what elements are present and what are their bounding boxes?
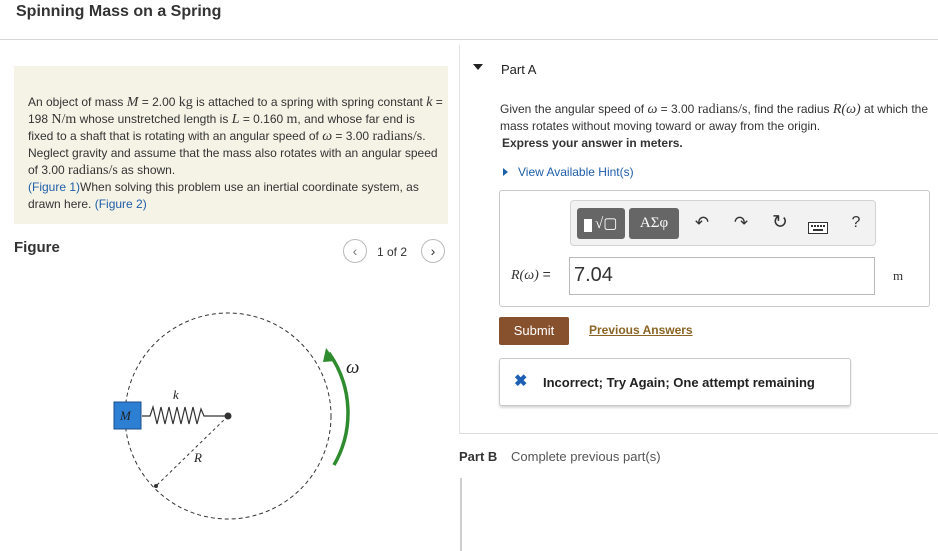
problem-statement-panel	[14, 66, 448, 224]
spring-constant-unit: N/m	[51, 112, 77, 127]
radius-line	[156, 416, 228, 486]
previous-answers-link[interactable]: Previous Answers	[589, 323, 693, 337]
problem-text-part: as shown.	[117, 163, 176, 177]
collapse-triangle-icon[interactable]	[473, 64, 483, 70]
previous-figure-button[interactable]	[343, 239, 367, 263]
angular-speed-unit: radians/s	[68, 163, 118, 178]
spinning-mass-figure	[100, 305, 380, 525]
question-text-part: , find the radius	[747, 102, 833, 116]
figure-heading: Figure	[14, 239, 60, 256]
part-a-title[interactable]: Part A	[501, 62, 537, 77]
shaft-pivot	[225, 413, 232, 420]
problem-text-part: is attached to a spring with spring constant	[192, 95, 427, 109]
mass-label: M	[120, 408, 131, 423]
undo-icon[interactable]: ↶	[694, 213, 710, 232]
feedback-message: Incorrect; Try Again; One attempt remaining	[543, 375, 815, 390]
arrowhead-icon	[323, 348, 336, 362]
radius-endpoint	[154, 484, 158, 488]
answer-instruction: Express your answer in meters.	[502, 136, 683, 150]
help-icon[interactable]: ?	[851, 214, 861, 231]
question-text-part: Given the angular speed of	[500, 102, 648, 116]
question-text-part: at which the mass rotates without moving toward or away from the origin.	[500, 102, 928, 133]
radius-expression: R(ω)	[832, 102, 861, 117]
figure-2-link[interactable]: (Figure 2)	[94, 197, 147, 211]
answer-unit: m	[893, 268, 904, 283]
templates-button[interactable]	[577, 208, 625, 239]
answer-input[interactable]: 7.04	[569, 257, 875, 295]
redo-icon[interactable]: ↷	[733, 213, 749, 232]
angular-speed-unit: radians/s	[697, 102, 748, 117]
mass-symbol: M	[126, 95, 139, 110]
problem-text	[28, 94, 443, 213]
keyboard-glyph	[808, 222, 828, 234]
part-b-title[interactable]: Part B	[459, 449, 498, 464]
mass-unit: kg	[178, 95, 193, 110]
omega-label: ω	[346, 357, 360, 378]
problem-text-part: whose unstretched length is	[76, 112, 232, 126]
part-a-question	[500, 101, 930, 134]
problem-text-part: = 2.00	[138, 95, 179, 109]
angular-speed-unit: radians/s	[372, 129, 423, 144]
keyboard-icon[interactable]	[807, 218, 829, 240]
greek-symbols-button[interactable]: ΑΣφ	[629, 208, 679, 239]
problem-text-part: = 198	[28, 95, 443, 126]
problem-text-part: . Neglect gravity and assume that the mass also rotates with an angular speed of 3.00	[28, 129, 438, 177]
answer-variable: R(ω)	[511, 268, 539, 283]
part-divider	[459, 433, 938, 434]
figure-pager: 1 of 2	[377, 245, 408, 259]
length-unit: m	[286, 112, 298, 127]
reset-icon[interactable]: ↻	[772, 212, 788, 233]
spring	[142, 407, 228, 424]
part-b-status: Complete previous part(s)	[511, 449, 661, 464]
omega-symbol: ω	[647, 102, 658, 117]
problem-text-part: = 0.160	[239, 112, 287, 126]
page-title: Spinning Mass on a Spring	[16, 3, 222, 20]
column-divider	[459, 45, 460, 433]
template-square-icon	[584, 219, 592, 232]
expand-triangle-icon[interactable]	[503, 168, 508, 176]
math-toolbar	[570, 200, 876, 246]
chevron-left-icon: ‹	[352, 243, 358, 259]
answer-label	[511, 266, 551, 284]
length-symbol: L	[231, 112, 240, 127]
next-figure-button[interactable]	[421, 239, 445, 263]
problem-text-part: An object of mass	[28, 95, 127, 109]
submit-button[interactable]: Submit	[499, 317, 569, 345]
title-divider	[0, 39, 938, 40]
problem-text-part: = 3.00	[332, 129, 373, 143]
equals-sign: =	[538, 266, 551, 282]
problem-text-part: , and whose far end is fixed to a shaft that is rotating with an angular speed of	[28, 112, 415, 143]
figure-1-link[interactable]: (Figure 1)	[28, 180, 81, 194]
spring-constant-symbol: k	[426, 95, 433, 110]
chevron-right-icon: ›	[430, 243, 436, 259]
incorrect-x-icon: ✖	[514, 373, 528, 390]
part-b-indicator-bar	[460, 478, 462, 551]
problem-text-part: When solving this problem use an inertial coordinate system, as drawn here.	[28, 180, 419, 211]
radius-label: R	[194, 450, 202, 465]
spring-label: k	[173, 387, 179, 402]
question-text-part: = 3.00	[657, 102, 698, 116]
view-hints-link[interactable]: View Available Hint(s)	[518, 165, 634, 179]
omega-symbol: ω	[322, 129, 333, 144]
feedback-box	[499, 358, 851, 406]
radical-icon: √▢	[595, 216, 618, 232]
